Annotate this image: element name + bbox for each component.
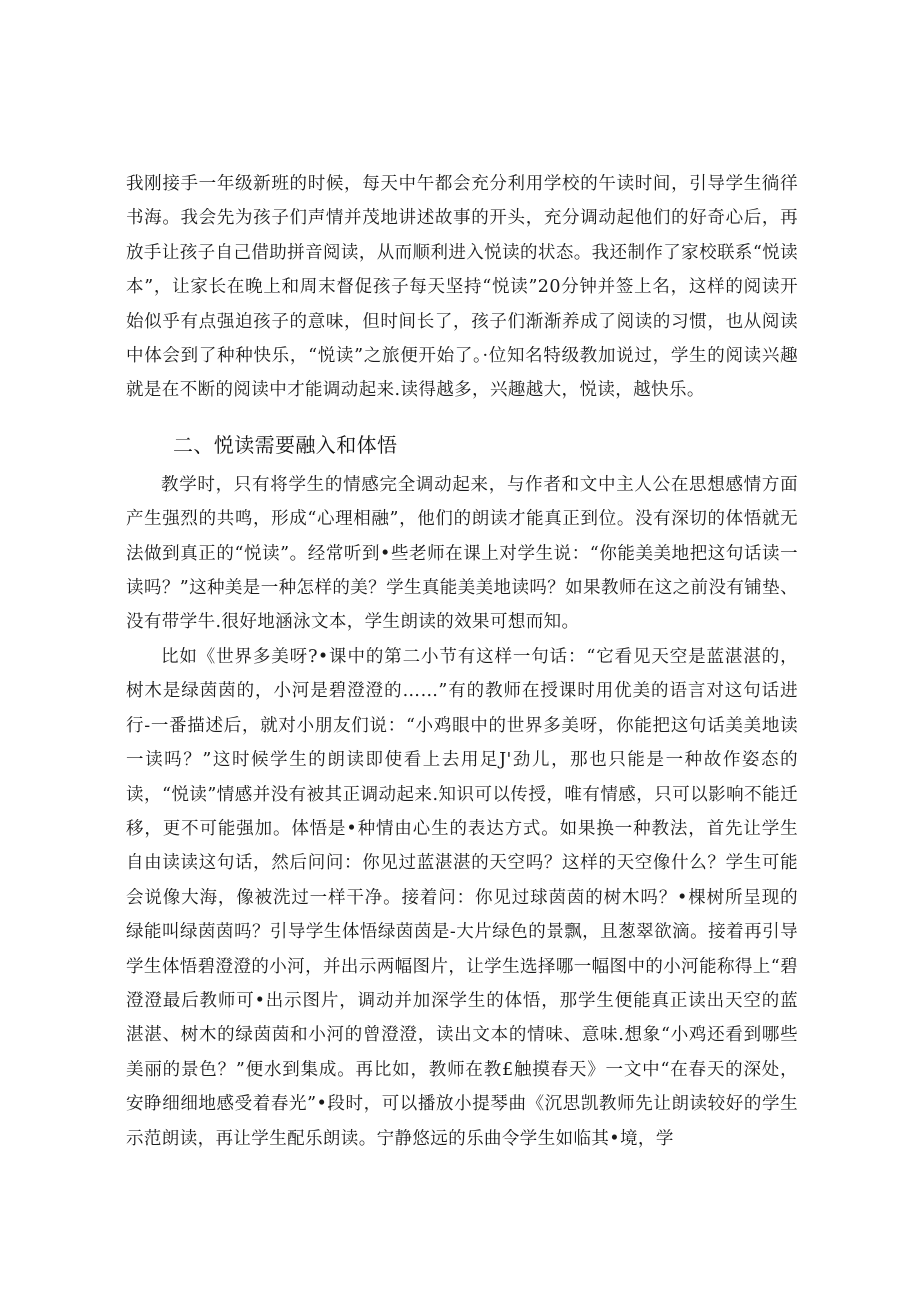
paragraph-emotion: 教学时，只有将学生的情感完全调动起来，与作者和文中主人公在思想感情方面产生强烈的共鸣，形成“心理相融”，他们的朗读才能真正到位。没有深切的体悟就无法做到真正的“悦读”。经常听到•些老师在课上对学生说：“你能美美地把这句话读一读吗？”这种美是一种怎样的美？学生真能美美地读吗？如果教师在这之前没有铺垫、没有带学牛.很好地涵泳文本，学生朗读的效果可想而知。 bbox=[126, 474, 798, 633]
document-body bbox=[126, 167, 798, 1156]
paragraph-reading-habit: 我刚接手一年级新班的时候，每天中午都会充分利用学校的午读时间，引导学生徜徉书海。我会先为孩子们声情并茂地讲述故事的开头，充分调动起他们的好奇心后，再放手让孩子自己借助拼音阅读，从而顺利进入悦读的状态。我还制作了家校联系“悦读本”，让家长在晚上和周末督促孩子每天坚持“悦读”20分钟并签上名，这样的阅读开始似乎有点强迫孩子的意味，但时间长了，孩子们渐渐养成了阅读的习惯，也从阅读中体会到了种种快乐，“悦读”之旅便开始了。·位知名特级教加说过，学生的阅读兴趣就是在不断的阅读中才能调动起来.读得越多，兴趣越大，悦读，越快乐。 bbox=[126, 174, 798, 401]
paragraph-example: 比如《世界多美呀?•课中的第二小节有这样一句话：“它看见天空是蓝湛湛的，树木是绿茵茵的，小河是碧澄澄的……”有的教师在授课时用优美的语言对这句话进行-一番描述后，就对小朋友们说：“小鸡眼中的世界多美呀，你能把这句话美美地读一读吗？”这时候学生的朗读即使看上去用足J'劲儿，那也只能是一种故作姿态的读，“悦读”情感并没有被其正调动起来.知识可以传授，唯有情感，只可以影响不能迁移，更不可能强加。体悟是•种情由心生的表达方式。如果换一种教法，首先让学生自由读读这句话，然后问问：你见过蓝湛湛的天空吗？这样的天空像什么？学生可能会说像大海，像被洗过一样干净。接着问：你见过球茵茵的树木吗？•棵树所呈现的绿能叫绿茵茵吗？引导学生体悟绿茵茵是-大片绿色的景飘，且葱翠欲滴。接着再引导学生体悟碧澄澄的小河，并出示两幅图片，让学生选择哪一幅图中的小河能称得上“碧澄澄最后教师可•出示图片，调动并加深学生的体悟，那学生便能真正读出天空的蓝湛湛、树木的绿茵茵和小河的曾澄澄，读出文本的情味、意味.想象“小鸡还看到哪些美丽的景色？”便水到集成。再比如，教师在教£触摸春天》一文中“在春天的深处，安睁细细地感受着春光”•段时，可以播放小提琴曲《沉思凯教师先让朗读较好的学生示范朗读，再让学生配乐朗读。宁静悠远的乐曲令学生如临其•境，学 bbox=[126, 646, 798, 1149]
section-heading: 二、悦读需要融入和体悟 bbox=[173, 432, 398, 457]
